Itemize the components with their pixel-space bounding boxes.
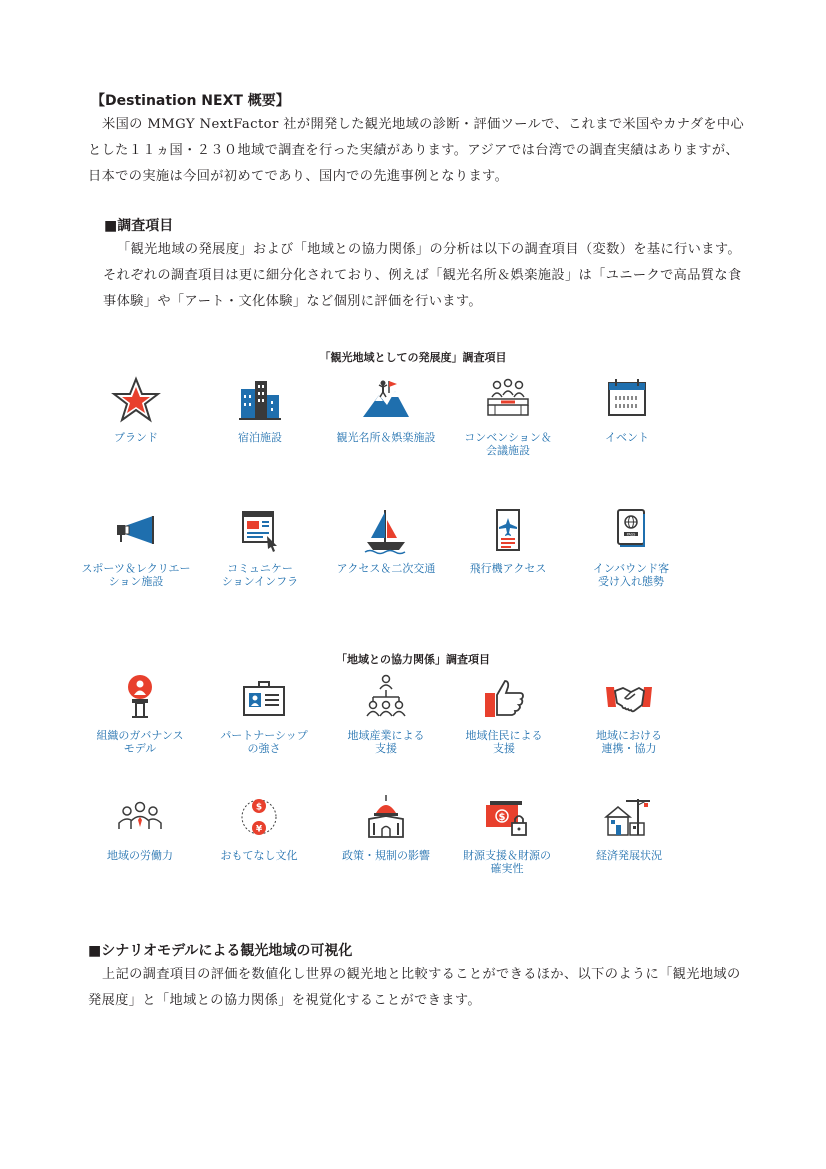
survey-item-label: おもてなし文化: [220, 849, 298, 862]
workforce-icon: [115, 793, 165, 843]
sailboat-icon: [361, 506, 411, 556]
survey-item-label: 地域住民による 支援: [465, 729, 543, 755]
calendar-icon: [602, 375, 652, 425]
org-chart-icon: [361, 673, 411, 723]
survey-item-communication: [190, 506, 330, 588]
megaphone-icon: [111, 506, 161, 556]
star-icon: [111, 375, 161, 425]
svg-text:$: $: [255, 802, 263, 813]
money-lock-icon: [482, 793, 532, 843]
svg-text:¥: ¥: [255, 824, 263, 835]
podium-speaker-icon: [115, 673, 165, 723]
section1-title: 「観光地域としての発展度」調査項目: [319, 351, 507, 364]
conference-icon: [483, 375, 533, 425]
survey-item-partnership: [194, 673, 334, 755]
survey-item-label: 飛行機アクセス: [469, 562, 547, 575]
survey-item-resident-support: [434, 673, 574, 755]
handshake-icon: [604, 673, 654, 723]
survey-item-label: 地域産業による 支援: [347, 729, 425, 755]
overview-heading: 【Destination NEXT 概要】: [91, 93, 290, 109]
survey-item-economy: [559, 793, 699, 862]
survey-item-label: 宿泊施設: [238, 431, 282, 444]
survey-item-label: 地域における 連携・協力: [596, 729, 662, 755]
survey-item-attractions: [316, 375, 456, 444]
svg-text:$: $: [498, 812, 506, 823]
survey-item-label: アクセス＆二次交通: [336, 562, 436, 575]
survey-item-label: ブランド: [114, 431, 158, 444]
survey-item-label: 観光名所＆娯楽施設: [336, 431, 436, 444]
survey-item-brand: [66, 375, 206, 444]
survey-item-label: 政策・規制の影響: [342, 849, 430, 862]
survey-item-sports: [66, 506, 206, 588]
id-card-icon: [239, 673, 289, 723]
webpage-icon: [235, 506, 285, 556]
survey-item-collaboration: [559, 673, 699, 755]
survey-item-funding: [437, 793, 577, 875]
survey-item-label: 地域の労働力: [107, 849, 173, 862]
survey-item-label: パートナーシップ の強さ: [220, 729, 308, 755]
section2-title: 「地域との協力関係」調査項目: [336, 653, 490, 666]
survey-item-hospitality: [189, 793, 329, 862]
coins-icon: [234, 793, 284, 843]
survey-item-label: インバウンド客 受け入れ態勢: [592, 562, 670, 588]
survey-item-label: 財源支援＆財源の 確実性: [463, 849, 551, 875]
survey-item-label: スポーツ＆レクリエー ション施設: [81, 562, 191, 588]
mountain-climber-icon: [361, 375, 411, 425]
survey-item-events: [557, 375, 697, 444]
city-crane-icon: [604, 793, 654, 843]
survey-item-label: コンベンション＆ 会議施設: [464, 431, 552, 457]
survey-item-label: イベント: [605, 431, 649, 444]
scenario-paragraph: 上記の調査項目の評価を数値化し世界の観光地と比較することができるほか、以下のように「観光地域の発展度」と「地域との協力関係」を視覚化することができます。: [88, 967, 741, 1008]
survey-item-access: [316, 506, 456, 575]
passport-icon: [606, 506, 656, 556]
survey-item-policy: [316, 793, 456, 862]
overview-paragraph: 米国の MMGY NextFactor 社が開発した観光地域の診断・評価ツールで、これまで米国やカナダを中心とした１１ヵ国・２３０地域で調査を行った実績があります。アジアでは台湾での調査実績はありますが、日本での実施は今回が初めてであり、国内での先進事例となります。: [88, 117, 745, 184]
buildings-icon: [235, 375, 285, 425]
survey-item-governance: [70, 673, 210, 755]
survey-item-label: 組織のガバナンス モデル: [96, 729, 184, 755]
survey-item-air-access: [438, 506, 578, 575]
survey-heading: ■調査項目: [104, 218, 174, 234]
survey-paragraph: 「観光地域の発展度」および「地域との協力関係」の分析は以下の調査項目（変数）を基に行います。それぞれの調査項目は更に細分化されており、例えば「観光名所＆娯楽施設」は「ユニークで高品質な食事体験」や「アート・文化体験」など個別に評価を行います。: [103, 242, 742, 309]
capitol-icon: [361, 793, 411, 843]
survey-item-inbound: [561, 506, 701, 588]
survey-item-label: コミュニケー ションインフラ: [221, 562, 299, 588]
boarding-pass-icon: [483, 506, 533, 556]
svg-text:PASS: PASS: [626, 532, 636, 537]
survey-item-accommodation: [190, 375, 330, 444]
scenario-heading: ■シナリオモデルによる観光地域の可視化: [88, 943, 353, 959]
survey-item-label: 経済発展状況: [596, 849, 662, 862]
thumbs-up-icon: [479, 673, 529, 723]
